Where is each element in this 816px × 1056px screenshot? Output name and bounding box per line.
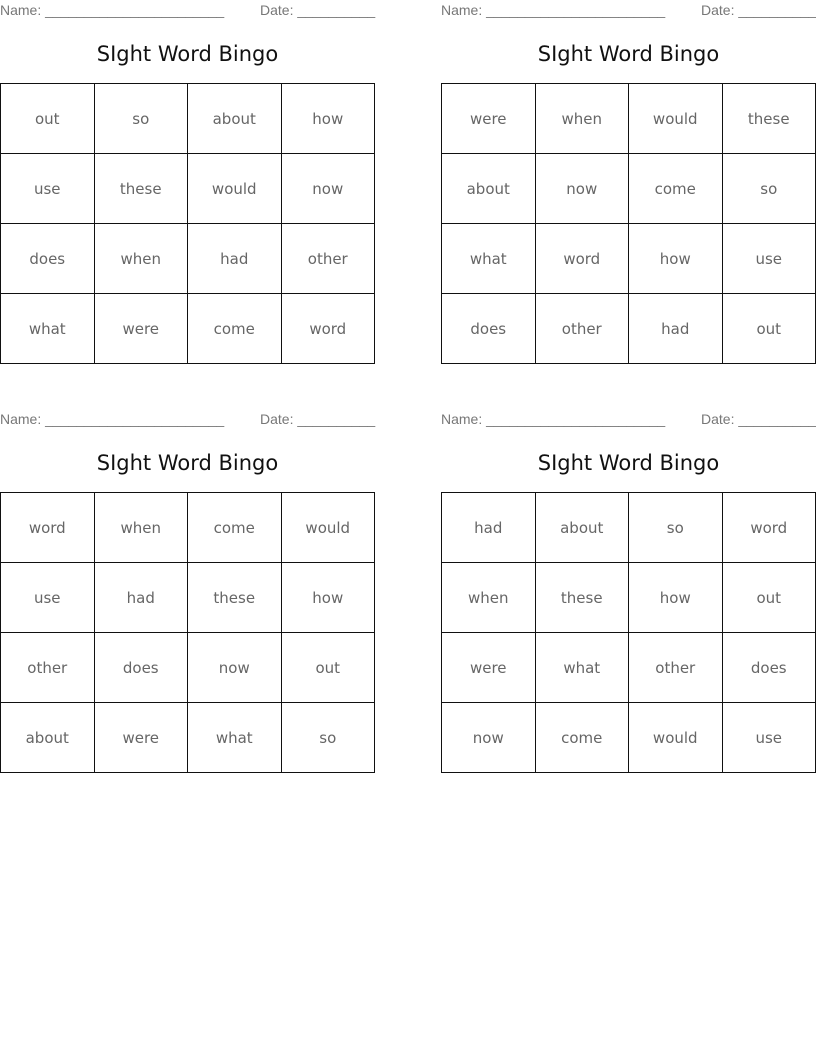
bingo-cell: so — [629, 493, 723, 563]
grid-row — [442, 294, 816, 364]
bingo-cell: other — [281, 224, 375, 294]
bingo-cell: what — [535, 633, 629, 703]
bingo-card — [441, 0, 816, 338]
bingo-cell: would — [629, 84, 723, 154]
bingo-cell: when — [94, 493, 188, 563]
grid-row — [442, 84, 816, 154]
date-field[interactable]: Date: __________ — [260, 411, 376, 427]
bingo-cell: about — [188, 84, 282, 154]
name-field[interactable]: Name: _______________________ — [0, 411, 225, 427]
grid-row — [1, 703, 375, 773]
bingo-cell: so — [722, 154, 816, 224]
bingo-cell: use — [1, 154, 95, 224]
bingo-cell: word — [722, 493, 816, 563]
bingo-cell: when — [535, 84, 629, 154]
card-title: SIght Word Bingo — [96, 42, 279, 66]
bingo-card — [0, 0, 376, 338]
bingo-cell: so — [94, 84, 188, 154]
bingo-cell: does — [94, 633, 188, 703]
bingo-cell: other — [629, 633, 723, 703]
bingo-cell: had — [442, 493, 536, 563]
bingo-cell: about — [535, 493, 629, 563]
bingo-cell: what — [442, 224, 536, 294]
bingo-card — [0, 409, 376, 747]
grid-row — [442, 224, 816, 294]
grid-row — [1, 633, 375, 703]
bingo-grid — [441, 492, 816, 773]
bingo-cell: these — [535, 563, 629, 633]
bingo-cell: so — [281, 703, 375, 773]
bingo-cell: how — [629, 224, 723, 294]
bingo-cell: does — [722, 633, 816, 703]
bingo-cell: come — [629, 154, 723, 224]
bingo-cell: would — [188, 154, 282, 224]
bingo-cell: out — [281, 633, 375, 703]
bingo-cell: use — [722, 703, 816, 773]
grid-row — [1, 294, 375, 364]
grid-row — [442, 154, 816, 224]
card-title: SIght Word Bingo — [537, 42, 720, 66]
bingo-cell: what — [188, 703, 282, 773]
bingo-cell: had — [94, 563, 188, 633]
grid-row — [442, 633, 816, 703]
bingo-cell: were — [442, 84, 536, 154]
bingo-cell: out — [722, 563, 816, 633]
bingo-cell: word — [281, 294, 375, 364]
bingo-cell: these — [722, 84, 816, 154]
bingo-card — [441, 409, 816, 747]
bingo-grid — [0, 83, 375, 364]
bingo-cell: how — [281, 563, 375, 633]
bingo-cell: come — [535, 703, 629, 773]
bingo-cell: use — [1, 563, 95, 633]
grid-row — [442, 493, 816, 563]
bingo-grid — [441, 83, 816, 364]
bingo-cell: now — [188, 633, 282, 703]
bingo-cell: when — [442, 563, 536, 633]
bingo-cell: use — [722, 224, 816, 294]
bingo-cell: had — [629, 294, 723, 364]
grid-row — [1, 224, 375, 294]
bingo-cell: these — [188, 563, 282, 633]
grid-row — [1, 563, 375, 633]
bingo-cell: when — [94, 224, 188, 294]
name-field[interactable]: Name: _______________________ — [441, 2, 666, 18]
date-field[interactable]: Date: __________ — [260, 2, 376, 18]
bingo-cell: would — [281, 493, 375, 563]
bingo-cell: word — [1, 493, 95, 563]
grid-row — [442, 563, 816, 633]
bingo-cell: other — [1, 633, 95, 703]
bingo-cell: about — [1, 703, 95, 773]
bingo-cell: how — [629, 563, 723, 633]
card-title: SIght Word Bingo — [537, 451, 720, 475]
bingo-cell: now — [281, 154, 375, 224]
date-field[interactable]: Date: __________ — [701, 2, 816, 18]
bingo-cell: were — [442, 633, 536, 703]
bingo-cell: come — [188, 294, 282, 364]
grid-row — [442, 703, 816, 773]
name-field[interactable]: Name: _______________________ — [0, 2, 225, 18]
grid-row — [1, 84, 375, 154]
grid-row — [1, 154, 375, 224]
name-field[interactable]: Name: _______________________ — [441, 411, 666, 427]
bingo-cell: what — [1, 294, 95, 364]
bingo-cell: out — [722, 294, 816, 364]
bingo-cell: would — [629, 703, 723, 773]
bingo-cell: out — [1, 84, 95, 154]
bingo-cell: does — [1, 224, 95, 294]
date-field[interactable]: Date: __________ — [701, 411, 816, 427]
card-title: SIght Word Bingo — [96, 451, 279, 475]
bingo-cell: how — [281, 84, 375, 154]
bingo-cell: other — [535, 294, 629, 364]
grid-row — [1, 493, 375, 563]
bingo-cell: come — [188, 493, 282, 563]
bingo-cell: were — [94, 294, 188, 364]
bingo-grid — [0, 492, 375, 773]
bingo-cell: now — [442, 703, 536, 773]
bingo-cell: does — [442, 294, 536, 364]
bingo-cell: word — [535, 224, 629, 294]
bingo-cell: about — [442, 154, 536, 224]
bingo-cell: were — [94, 703, 188, 773]
bingo-cell: these — [94, 154, 188, 224]
bingo-cell: had — [188, 224, 282, 294]
bingo-cell: now — [535, 154, 629, 224]
